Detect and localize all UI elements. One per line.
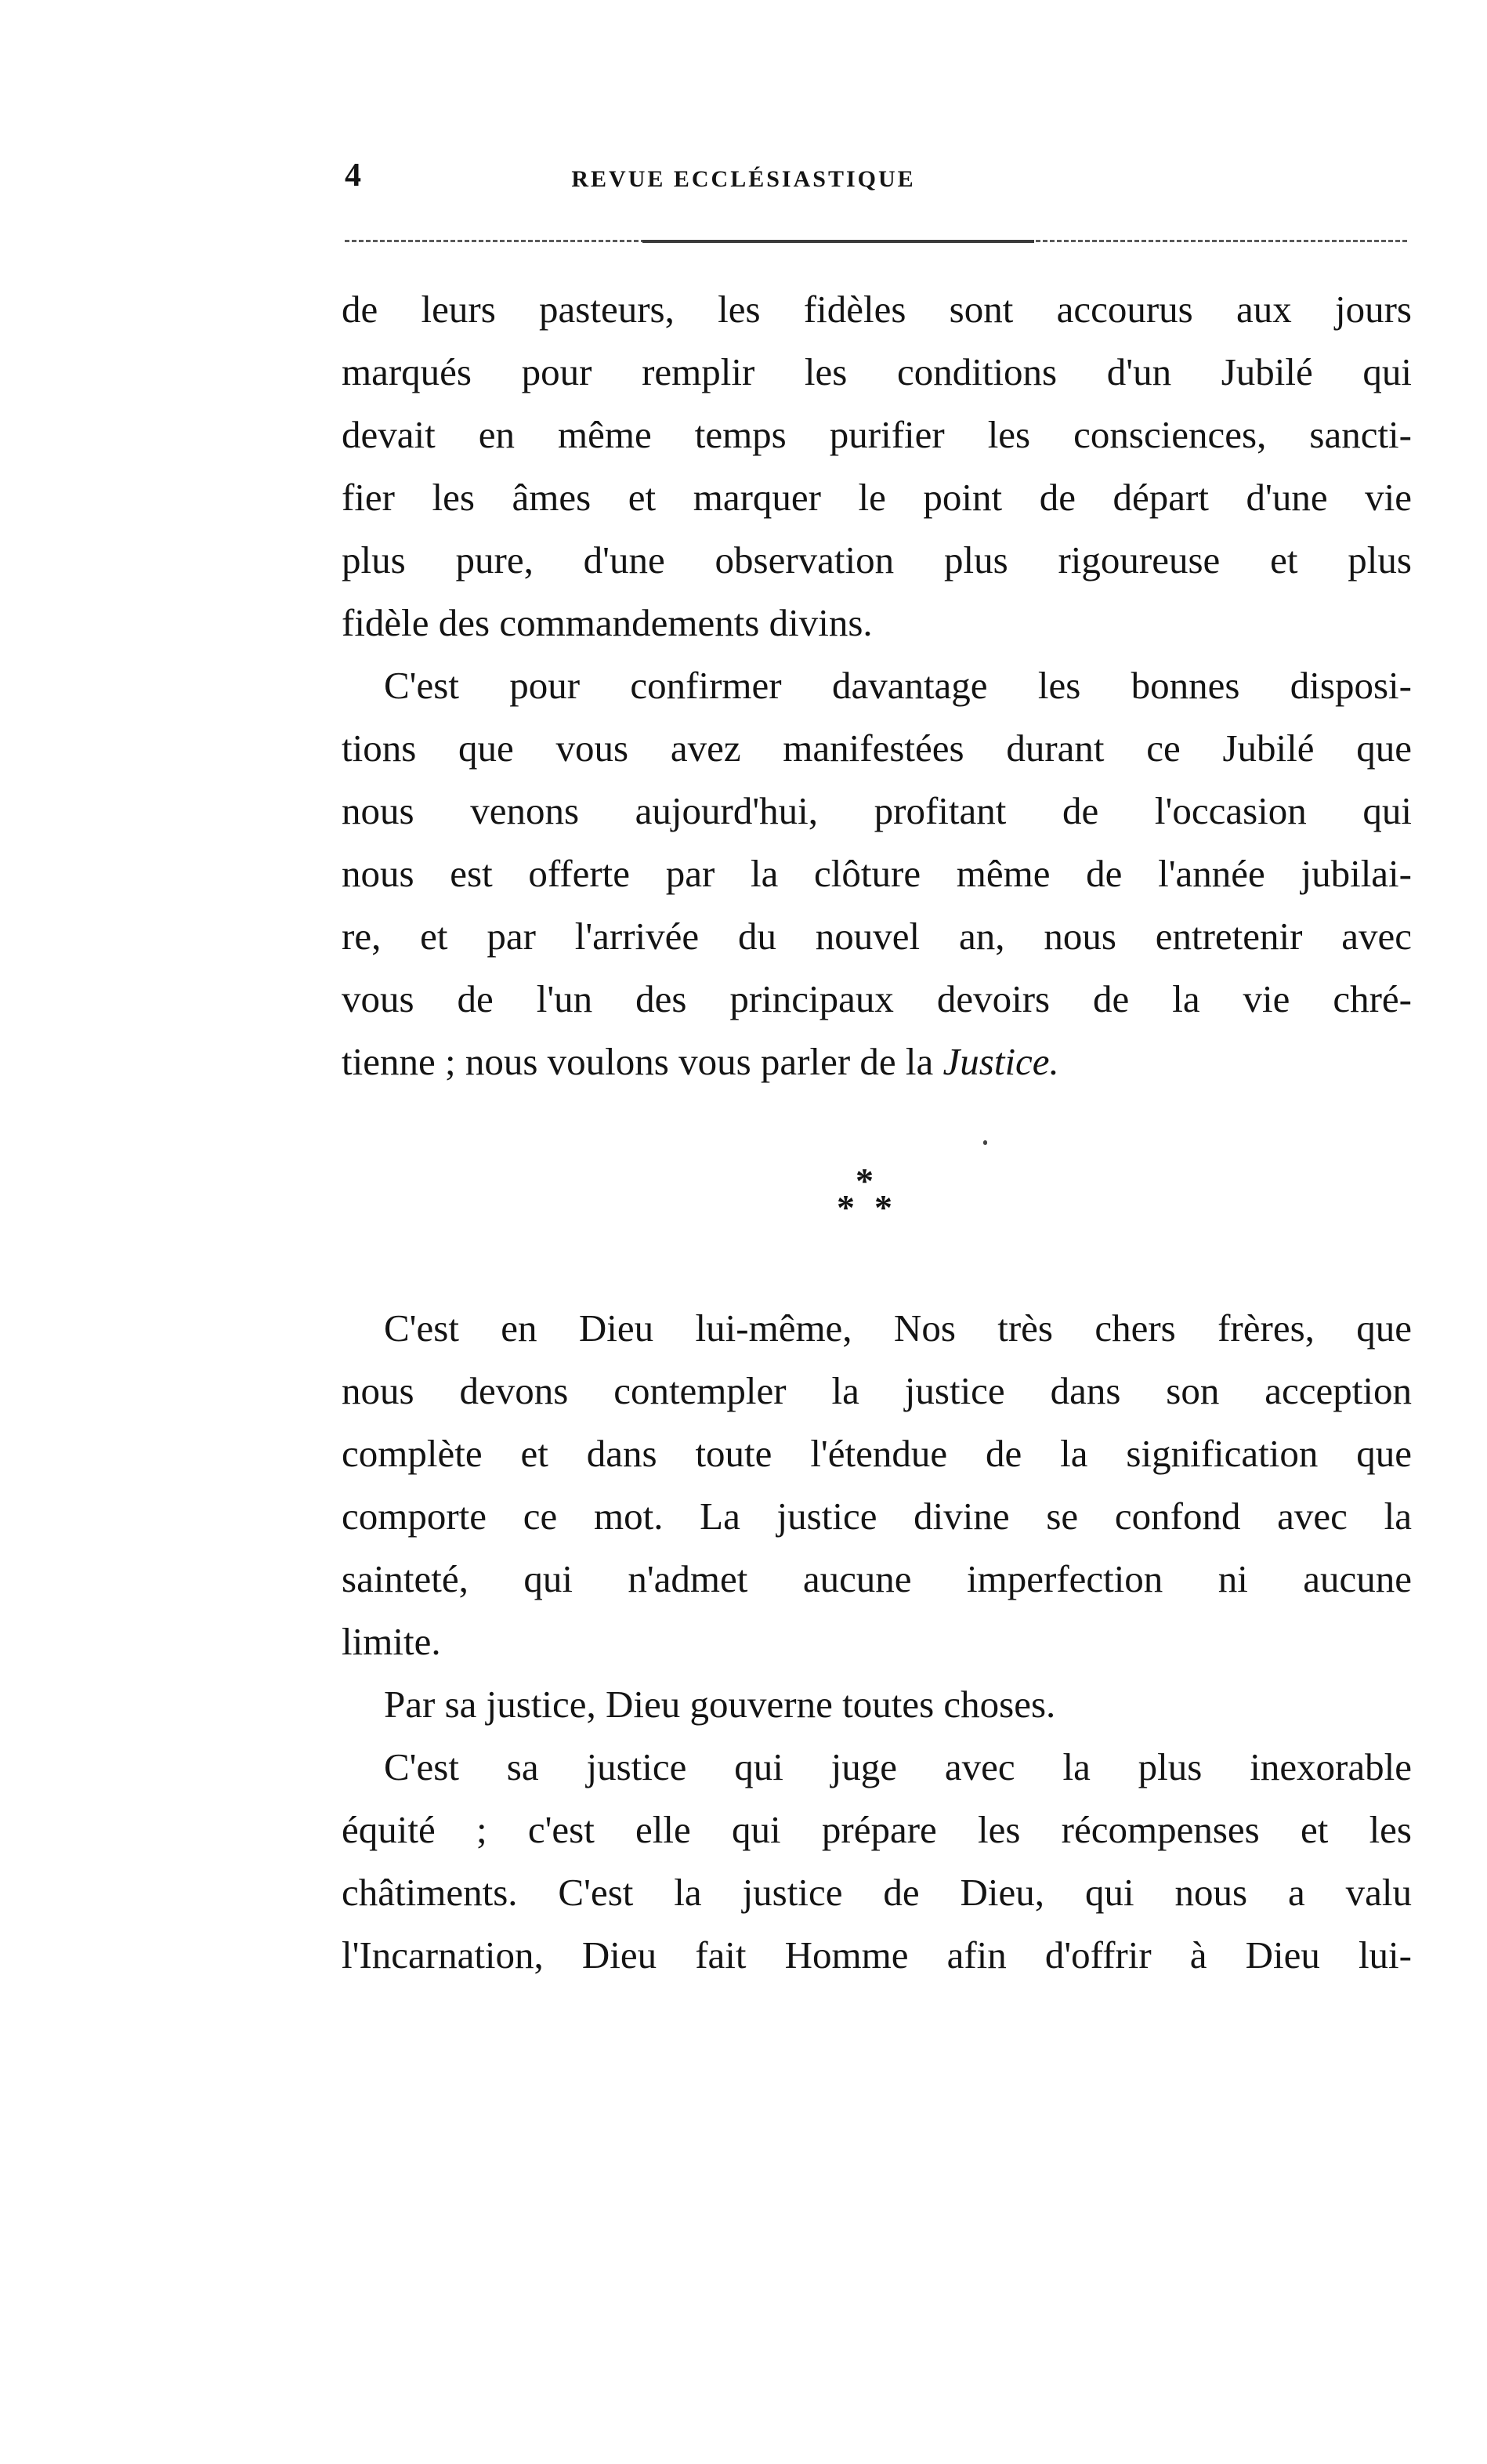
- text-line: complète et dans toute l'étendue de la signification que: [342, 1432, 1412, 1475]
- text-line-start: tienne ; nous voulons vous parler de la: [342, 1040, 943, 1083]
- asterism-separator: [823, 1160, 917, 1230]
- text-line: l'Incarnation, Dieu fait Homme afin d'offrir à Dieu lui-: [342, 1933, 1412, 1977]
- text-line: devait en même temps purifier les consciences, sancti-: [342, 413, 1412, 456]
- text-line: de leurs pasteurs, les fidèles sont accourus aux jours: [342, 288, 1412, 331]
- text-line: fidèle des commandements divins.: [342, 601, 873, 644]
- ink-speck: [983, 1140, 987, 1145]
- text-line-final: [342, 1031, 1412, 1093]
- text-line: équité ; c'est elle qui prépare les récompenses et les: [342, 1808, 1412, 1851]
- text-line: C'est en Dieu lui-même, Nos très chers frères, que: [384, 1306, 1412, 1350]
- text-line: re, et par l'arrivée du nouvel an, nous entretenir avec: [342, 915, 1412, 958]
- text-line: vous de l'un des principaux devoirs de la vie chré-: [342, 977, 1412, 1020]
- text-line: C'est sa justice qui juge avec la plus inexorable: [384, 1745, 1412, 1788]
- text-line: tions que vous avez manifestées durant ce Jubilé que: [342, 727, 1412, 770]
- header-rule-center: [642, 240, 1034, 243]
- text-line: nous est offerte par la clôture même de l'année jubilai-: [342, 852, 1412, 895]
- text-line: plus pure, d'une observation plus rigoureuse et plus: [342, 538, 1412, 582]
- text-line: comporte ce mot. La justice divine se confond avec la: [342, 1495, 1412, 1538]
- asterisk: *: [837, 1187, 855, 1227]
- italic-word-justice: Justice.: [942, 1040, 1059, 1083]
- text-line: nous venons aujourd'hui, profitant de l'occasion qui: [342, 789, 1412, 832]
- text-line: limite.: [342, 1620, 441, 1663]
- page-number: 4: [345, 158, 361, 194]
- text-section-2: [342, 1297, 1412, 1987]
- text-line: nous devons contempler la justice dans son acception: [342, 1369, 1412, 1412]
- text-section-1: [342, 278, 1412, 1093]
- text-line: sainteté, qui n'admet aucune imperfection ni aucune: [342, 1557, 1412, 1600]
- asterisk: *: [874, 1187, 892, 1227]
- text-line: C'est pour confirmer davantage les bonnes disposi-: [384, 664, 1412, 707]
- text-line: marqués pour remplir les conditions d'un Jubilé qui: [342, 350, 1412, 393]
- asterisk: *: [856, 1161, 874, 1201]
- running-title: REVUE ECCLÉSIASTIQUE: [571, 166, 916, 192]
- text-line: châtiments. C'est la justice de Dieu, qui nous a valu: [342, 1871, 1412, 1914]
- text-line: Par sa justice, Dieu gouverne toutes choses.: [384, 1683, 1056, 1726]
- text-line: fier les âmes et marquer le point de départ d'une vie: [342, 476, 1412, 519]
